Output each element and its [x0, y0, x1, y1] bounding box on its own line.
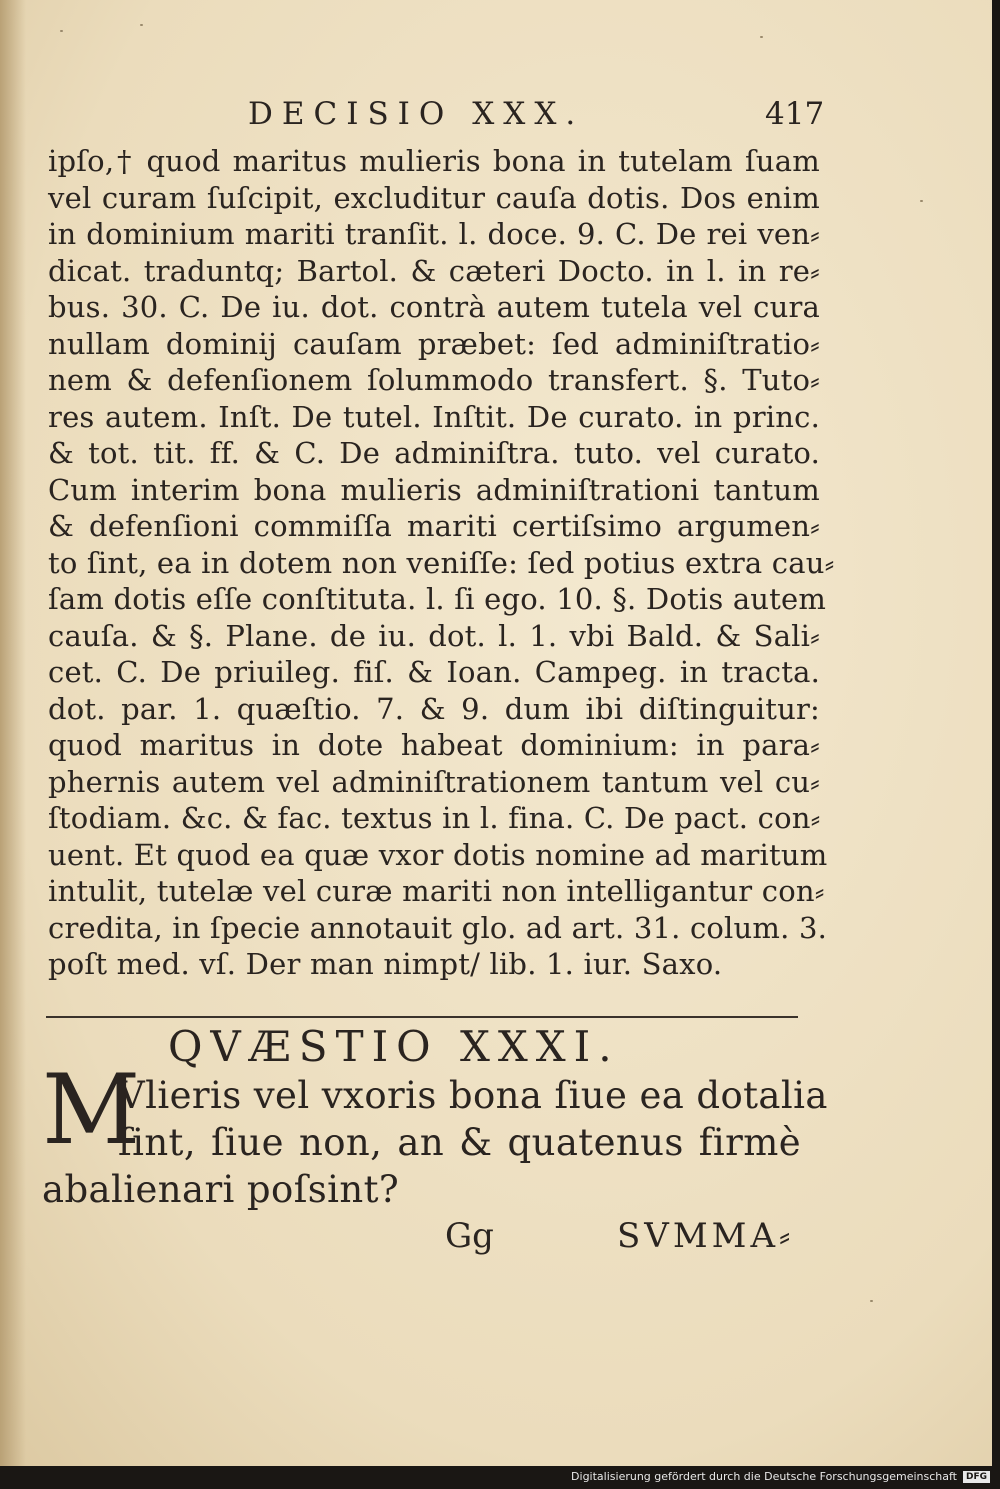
question-line: ſint, ſiue non, an & quatenus firmè	[118, 1121, 801, 1164]
text-line: res autem. Inſt. De tutel. Inſtit. De curato. in princ.	[48, 399, 820, 434]
text-line: ſam dotis eſſe conſtituta. l. ſi ego. 10. §. Dotis autem	[48, 582, 827, 616]
digitization-credit	[571, 1470, 990, 1483]
text-line: bus. 30. C. De iu. dot. contrà autem tutela vel cura	[48, 290, 820, 324]
paper-speck	[60, 30, 63, 32]
text-line: Cum interim bona mulieris adminiſtrationi tantum	[48, 472, 820, 507]
text-line: poſt med. vſ. Der man nimpt/ lib. 1. iur. Saxo.	[48, 947, 723, 981]
text-line: intulit, tutelæ vel curæ mariti non intelligantur con⸗	[48, 874, 825, 908]
text-line: in dominium mariti tranſit. l. doce. 9. C. De rei ven⸗	[48, 217, 820, 251]
text-line: nullam dominij cauſam præbet: ſed adminiſtratio⸗	[48, 326, 820, 361]
text-line: to ſint, ea in dotem non veniſſe: ſed potius extra cau⸗	[48, 545, 835, 580]
paper-speck	[760, 36, 763, 38]
dfg-logo-icon: DFG	[963, 1471, 990, 1483]
paper-speck	[870, 1300, 873, 1302]
text-line: cet. C. De priuileg. fiſ. & Ioan. Campeg. in tracta.	[48, 655, 820, 689]
body-text	[48, 143, 835, 983]
text-line: credita, in ſpecie annotauit glo. ad art. 31. colum. 3.	[48, 910, 828, 945]
text-line: phernis autem vel adminiſtrationem tantum vel cu⸗	[48, 764, 820, 799]
text-line: dot. par. 1. quæſtio. 7. & 9. dum ibi diſtinguitur:	[48, 691, 820, 726]
credit-text: Digitalisierung gefördert durch die Deutsche Forschungsgemeinschaft	[571, 1470, 957, 1483]
text-line: & defenſioni commiſſa mariti certiſsimo argumen⸗	[48, 509, 820, 543]
catchword: SVMMA⸗	[617, 1216, 795, 1256]
paper-speck	[140, 24, 143, 26]
running-head: DECISIO XXX.	[248, 96, 585, 132]
text-line: & tot. tit. ff. & C. De adminiſtra. tuto. vel curato.	[48, 436, 820, 470]
question-line: abalienari poſsint?	[42, 1168, 400, 1211]
question-line: Vlieris vel vxoris bona ſiue ea dotalia	[118, 1074, 828, 1117]
text-line: uent. Et quod ea quæ vxor dotis nomine ad maritum	[48, 837, 828, 872]
drop-cap: M	[42, 1054, 141, 1166]
text-line: cauſa. & §. Plane. de iu. dot. l. 1. vbi Bald. & Sali⸗	[48, 618, 820, 653]
section-divider	[46, 1016, 798, 1018]
text-line: nem & defenſionem ſolummodo transfert. §. Tuto⸗	[48, 363, 820, 397]
text-line: quod maritus in dote habeat dominium: in para⸗	[48, 728, 820, 762]
text-line: ipſo,† quod maritus mulieris bona in tutelam ſuam	[48, 144, 820, 178]
page-number: 417	[765, 96, 825, 132]
signature-mark: Gg	[445, 1216, 494, 1256]
text-line: ſtodiam. &c. & fac. textus in l. fina. C. De pact. con⸗	[48, 801, 821, 835]
question-title: QVÆSTIO XXXI.	[168, 1022, 620, 1071]
paper-speck	[920, 200, 923, 202]
text-line: dicat. traduntq; Bartol. & cæteri Docto. in l. in re⸗	[48, 253, 820, 288]
text-line: vel curam ſuſcipit, excluditur cauſa dotis. Dos enim	[48, 180, 820, 215]
